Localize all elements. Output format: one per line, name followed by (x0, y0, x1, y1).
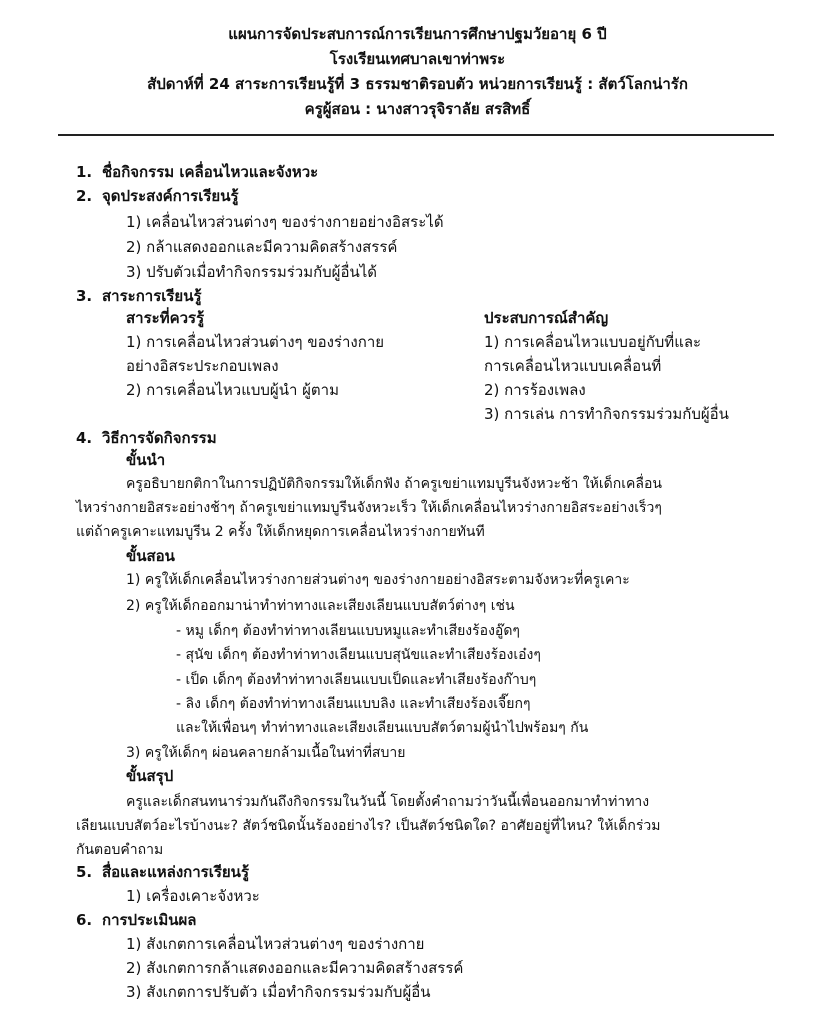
list-item: 3) สังเกตการปรับตัว เมื่อทำกิจกรรมร่วมกับผู้อื่น (126, 983, 431, 1001)
header-divider (58, 134, 774, 136)
animal-item: - เป็ด เด็กๆ ต้องทำท่าทางเลียนแบบเป็ดและทำเสียงร้องก๊าบๆ (176, 672, 537, 688)
section-title: สาระการเรียนรู้ (102, 287, 202, 305)
list-item: 2) การร้องเพลง (484, 381, 586, 399)
list-item: 1) ครูให้เด็กเคลื่อนไหวร่างกายส่วนต่างๆ ของร่างกายอย่างอิสระตามจังหวะที่ครูเคาะ (126, 572, 630, 588)
paragraph-line: และให้เพื่อนๆ ทำท่าทางและเสียงเลียนแบบสัตว์ตามผู้นำไปพร้อมๆ กัน (176, 720, 589, 736)
list-item: 2) สังเกตการกล้าแสดงออกและมีความคิดสร้างสรรค์ (126, 959, 464, 977)
paragraph-line: ครูอธิบายกติกาในการปฏิบัติกิจกรรมให้เด็กฟัง ถ้าครูเขย่าแทมบูรีนจังหวะช้า ให้เด็กเคลื่อน (126, 476, 662, 492)
section-number: 2. (76, 187, 93, 205)
animal-item: - ลิง เด็กๆ ต้องทำท่าทางเลียนแบบลิง และทำเสียงร้องเจี๊ยกๆ (176, 696, 531, 712)
list-item: 1) การเคลื่อนไหวส่วนต่างๆ ของร่างกาย (126, 333, 385, 351)
week-unit-line: สัปดาห์ที่ 24 สาระการเรียนรู้ที่ 3 ธรรมชาติรอบตัว หน่วยการเรียนรู้ : สัตว์โลกน่ารัก (147, 75, 688, 93)
animal-item: - หมู เด็กๆ ต้องทำท่าทางเลียนแบบหมูและทำเสียงร้องอู๊ดๆ (176, 623, 520, 639)
list-item: 1) สังเกตการเคลื่อนไหวส่วนต่างๆ ของร่างกาย (126, 935, 425, 953)
list-item: 3) ปรับตัวเมื่อทำกิจกรรมร่วมกับผู้อื่นได้ (126, 263, 378, 281)
list-item: 2) กล้าแสดงออกและมีความคิดสร้างสรรค์ (126, 238, 398, 256)
teach-step-title: ขั้นสอน (126, 547, 175, 565)
section-title: วิธีการจัดกิจกรรม (102, 429, 217, 447)
section-number: 1. (76, 163, 93, 181)
paragraph-line: แต่ถ้าครูเคาะแทมบูรีน 2 ครั้ง ให้เด็กหยุดการเคลื่อนไหวร่างกายทันที (76, 524, 485, 540)
list-item: 1) การเคลื่อนไหวแบบอยู่กับที่และ (484, 333, 702, 351)
list-item: 2) ครูให้เด็กออกมาน่าทำท่าทางและเสียงเลียนแบบสัตว์ต่างๆ เช่น (126, 598, 515, 614)
paragraph-line: กันตอบคำถาม (76, 842, 164, 858)
section-number: 6. (76, 911, 93, 929)
section-title: ชื่อกิจกรรม เคลื่อนไหวและจังหวะ (102, 163, 319, 181)
section-3-heading (76, 286, 202, 306)
list-item: 3) การเล่น การทำกิจกรรมร่วมกับผู้อื่น (484, 405, 729, 423)
right-column-title: ประสบการณ์สำคัญ (484, 309, 609, 327)
left-column-title: สาระที่ควรรู้ (126, 309, 205, 327)
paragraph-line: เลียนแบบสัตว์อะไรบ้างนะ? สัตว์ชนิดนั้นร้องอย่างไร? เป็นสัตว์ชนิดใด? อาศัยอยู่ที่ไหน? ให้เด็กร่วม (76, 818, 661, 834)
intro-step-title: ขั้นนำ (126, 451, 166, 469)
doc-title: แผนการจัดประสบการณ์การเรียนการศึกษาปฐมวัยอายุ 6 ปี (228, 25, 607, 43)
animal-item: - สุนัข เด็กๆ ต้องทำท่าทางเลียนแบบสุนัขและทำเสียงร้องเอ๋งๆ (176, 647, 541, 663)
section-number: 3. (76, 287, 93, 305)
school-name: โรงเรียนเทศบาลเขาท่าพระ (329, 50, 506, 68)
section-title: จุดประสงค์การเรียนรู้ (102, 187, 239, 205)
list-item: การเคลื่อนไหวแบบเคลื่อนที่ (484, 357, 662, 375)
teacher-line: ครูผู้สอน : นางสาวรุจิราลัย สรสิทธิ์ (304, 100, 531, 118)
paragraph-line: ครูและเด็กสนทนาร่วมกันถึงกิจกรรมในวันนี้ โดยตั้งคำถามว่าวันนี้เพื่อนออกมาทำท่าทาง (126, 794, 650, 810)
section-title: การประเมินผล (102, 911, 197, 929)
list-item: 1) เคลื่อนไหวส่วนต่างๆ ของร่างกายอย่างอิสระได้ (126, 213, 444, 231)
list-item: 2) การเคลื่อนไหวแบบผู้นำ ผู้ตาม (126, 381, 339, 399)
section-number: 5. (76, 863, 93, 881)
section-number: 4. (76, 429, 93, 447)
section-5-heading (76, 862, 249, 882)
summary-step-title: ขั้นสรุป (126, 767, 174, 785)
list-item: อย่างอิสระประกอบเพลง (126, 357, 279, 375)
section-2-heading (76, 186, 239, 206)
list-item: 1) เครื่องเคาะจังหวะ (126, 887, 260, 905)
section-1-heading (76, 162, 318, 182)
section-6-heading (76, 910, 196, 930)
section-title: สื่อและแหล่งการเรียนรู้ (102, 863, 249, 881)
list-item: 3) ครูให้เด็กๆ ผ่อนคลายกล้ามเนื้อในท่าที่สบาย (126, 745, 406, 761)
section-4-heading (76, 428, 217, 448)
paragraph-line: ไหวร่างกายอิสระอย่างช้าๆ ถ้าครูเขย่าแทมบูรีนจังหวะเร็ว ให้เด็กเคลื่อนไหวร่างกายอิสระอย่างเร็วๆ (76, 500, 662, 516)
